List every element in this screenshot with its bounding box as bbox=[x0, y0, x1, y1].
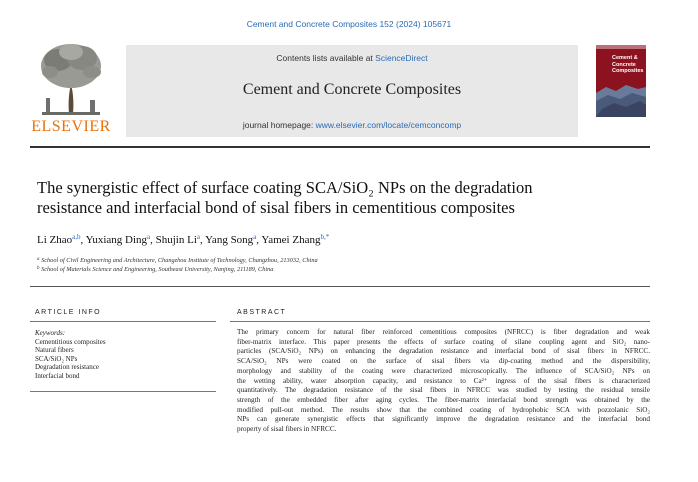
abstract-line: The primary concern for natural fiber reinforced cementitious composites (NFRCC) is fiber degradation and weak bbox=[237, 328, 650, 336]
journal-citation[interactable]: Cement and Concrete Composites 152 (2024) 105671 bbox=[246, 19, 452, 29]
article-info-heading: ARTICLE INFO bbox=[35, 309, 102, 316]
contents-prefix: Contents lists available at bbox=[276, 53, 376, 63]
author-name[interactable]: Yang Song bbox=[205, 234, 254, 246]
affiliation-mark: b bbox=[37, 266, 40, 271]
abstract-line: strength of the embedded fiber after aging cycles. The fiber-matrix interfacial bond strength was obtained by the bbox=[237, 395, 650, 404]
publisher-wordmark: ELSEVIER bbox=[31, 118, 111, 135]
keyword-item: Interfacial bond bbox=[35, 371, 80, 380]
author-name[interactable]: Yamei Zhang bbox=[261, 234, 321, 246]
contents-line bbox=[126, 53, 578, 63]
abstract-line: NPs can generate synergistic effects that significantly improve the degradation resistance and the interfacial bond bbox=[237, 415, 650, 424]
abstract-line: morphology and stability of the coating were characterized microscopically. The influence of SCA/SiO₂ NPs on bbox=[237, 366, 650, 375]
cover-image-icon bbox=[596, 83, 646, 117]
author-name[interactable]: Li Zhao bbox=[37, 234, 73, 246]
abstract-heading: ABSTRACT bbox=[237, 309, 287, 316]
abstract-text bbox=[237, 328, 650, 435]
author-affiliation-mark[interactable]: a bbox=[253, 233, 257, 241]
abstract-line: fiber-matrix interface. This paper presents the effects of surface coating of silane coupling agent and SiO₂ nano- bbox=[237, 337, 650, 346]
sciencedirect-link[interactable]: ScienceDirect bbox=[375, 53, 428, 63]
affiliation-mark: a bbox=[37, 257, 40, 262]
journal-cover[interactable] bbox=[596, 45, 646, 117]
journal-title: Cement and Concrete Composites bbox=[242, 81, 462, 98]
author-affiliation-mark[interactable]: a,b bbox=[72, 233, 81, 241]
cover-title bbox=[612, 55, 646, 75]
elsevier-logo[interactable] bbox=[30, 40, 112, 135]
keywords-list bbox=[35, 329, 215, 381]
cover-band bbox=[596, 45, 646, 49]
cover-title-line: Composites bbox=[612, 68, 644, 74]
homepage-link[interactable]: www.elsevier.com/locate/cemconcomp bbox=[315, 120, 462, 130]
article-info-rule bbox=[30, 321, 216, 322]
keywords-rule bbox=[30, 391, 216, 392]
author-list bbox=[37, 233, 329, 246]
homepage-prefix: journal homepage: bbox=[242, 120, 316, 130]
author-separator: , bbox=[150, 234, 156, 246]
abstract-line: the wetting ability, water absorption capacity, and resistance to Ca²⁺ ingress of the sisal fibers is characterized bbox=[237, 376, 650, 385]
keyword-item: Cementitious composites bbox=[35, 337, 106, 346]
keyword-item: Natural fibers bbox=[35, 346, 74, 355]
keywords-label: Keywords: bbox=[35, 329, 66, 337]
author-affiliation-mark[interactable]: b,* bbox=[320, 233, 330, 241]
article-title-line: resistance and interfacial bond of sisal fibers in cementitious composites bbox=[37, 198, 515, 217]
section-rule bbox=[30, 286, 650, 287]
affiliation-a bbox=[37, 257, 318, 264]
abstract-line: particles (SCA/SiO₂ NPs) on enhancing the degradation resistance and interfacial bond of sisal fibers in NFRCC. bbox=[237, 347, 650, 356]
abstract-line: SCA/SiO₂ NPs were coated on the surface of sisal fibers via dip-coating method and the dispersibility, bbox=[237, 357, 650, 366]
abstract-line: modified pull-out method. The results show that the combined coating of hydrophobic SCA with pozzolanic SiO₂ bbox=[237, 405, 650, 414]
author-affiliation-mark[interactable]: a bbox=[147, 233, 151, 241]
article-title-line: The synergistic effect of surface coating SCA/SiO₂ NPs on the degradation bbox=[37, 178, 533, 197]
abstract-line: quantitatively. The degradation resistance of the sisal fibers in NFRCC was studied by testing the residual tensile bbox=[237, 386, 650, 395]
affiliation-b bbox=[37, 266, 273, 273]
keyword-item: SCA/SiO₂ NPs bbox=[35, 354, 78, 363]
abstract-rule bbox=[230, 321, 650, 322]
affiliation-text: School of Materials Science and Engineering, Southeast University, Nanjing, 211189, China bbox=[41, 266, 274, 273]
author-separator: , bbox=[256, 234, 262, 246]
author-name[interactable]: Yuxiang Ding bbox=[85, 234, 148, 246]
elsevier-tree-icon bbox=[36, 40, 106, 118]
keyword-item: Degradation resistance bbox=[35, 363, 99, 372]
cover-title-line: Cement & bbox=[612, 55, 638, 61]
header-rule bbox=[30, 146, 650, 148]
homepage-line bbox=[126, 120, 578, 130]
journal-banner bbox=[126, 45, 578, 137]
author-affiliation-mark[interactable]: a bbox=[196, 233, 200, 241]
cover-title-line: Concrete bbox=[612, 61, 636, 68]
abstract-line: property of sisal fibers in NFRCC. bbox=[237, 425, 337, 434]
article-title bbox=[37, 178, 647, 218]
author-name[interactable]: Shujin Li bbox=[155, 234, 197, 246]
author-separator: , bbox=[200, 234, 206, 246]
author-separator: , bbox=[80, 234, 86, 246]
affiliation-text: School of Civil Engineering and Architecture, Changzhou Institute of Technology, Changzhou, 213032, China bbox=[41, 257, 318, 264]
